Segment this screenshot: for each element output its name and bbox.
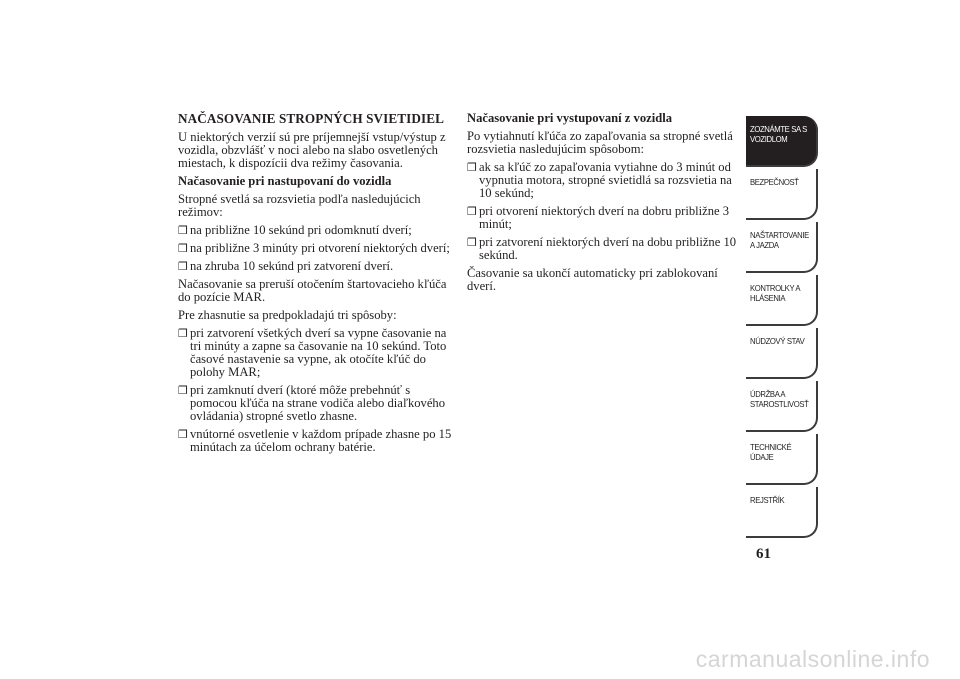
closing-paragraph: Časovanie sa ukončí automaticky pri zablokovaní dverí. [467,266,718,293]
tab-nastartovanie-a-jazda[interactable] [746,222,818,273]
checkbox-bullet-icon: ❒ [467,205,477,218]
tab-rejstrik[interactable] [746,487,818,538]
intro-paragraph: U niektorých verzií sú pre príjemnejší vstup/výstup z vozidla, obzvlášť v noci alebo na slabo osvetlených miestach, k dispozícii dva režimy časovania. [178,130,446,170]
tab-label: BEZPEČNOSŤ [750,177,799,187]
checkbox-bullet-icon: ❒ [178,260,188,273]
tab-label: ÚDRŽBA A STAROSTLIVOSŤ [750,389,809,409]
tab-nudzovy-stav[interactable] [746,328,818,379]
tab-label: NÚDZOVÝ STAV [750,336,805,346]
page-number: 61 [756,546,771,562]
tab-label: NAŠTARTOVANIE A JAZDA [750,230,809,250]
list-item: ❒ pri zamknutí dverí (ktoré môže prebehnúť s pomocou kľúča na strane vodiča alebo diaľkového ovládania) stropné svetlo zhasne. [178,383,446,423]
left-column [178,112,453,459]
tab-label: TECHNICKÉ ÚDAJE [750,442,792,462]
checkbox-bullet-icon: ❒ [467,161,477,174]
entry-subheading: Načasovanie pri nastupovaní do vozidla [178,174,392,188]
tab-label: ZOZNÁMTE SA S VOZIDLOM [750,124,807,144]
checkbox-bullet-icon: ❒ [178,224,188,237]
watermark: carmanualsonline.info [695,646,930,672]
list-item: ❒ pri zatvorení všetkých dverí sa vypne časovanie na tri minúty a zapne sa časovanie na 10 sekúnd. Toto časové nastavenie sa vypne, ak otočíte kľúč do polohy MAR; [178,326,447,379]
switch-off-paragraph: Pre zhasnutie sa predpokladajú tri spôsoby: [178,308,397,322]
right-column [467,112,737,298]
list-item: ❒ vnútorné osvetlenie v každom prípade zhasne po 15 minútach za účelom ochrany batérie. [178,427,452,454]
section-heading: NAČASOVANIE STROPNÝCH SVIETIDIEL [178,111,445,126]
checkbox-bullet-icon: ❒ [178,384,188,397]
entry-intro: Stropné svetlá sa rozsvietia podľa nasledujúcich režimov: [178,192,421,219]
tab-udrzba-a-starostlivost[interactable] [746,381,818,432]
exit-intro: Po vytiahnutí kľúča zo zapaľovania sa stropné svetlá rozsvietia nasledujúcim spôsobom: [467,129,733,156]
list-item: ❒ na približne 3 minúty pri otvorení niektorých dverí; [178,241,450,255]
list-item: ❒ na približne 10 sekúnd pri odomknutí dverí; [178,223,412,237]
list-item: ❒ ak sa kľúč zo zapaľovania vytiahne do 3 minút od vypnutia motora, stropné svietidlá sa rozsvietia na 10 sekúnd; [467,160,732,200]
list-item: ❒ pri otvorení niektorých dverí na dobru približne 3 minút; [467,204,730,231]
checkbox-bullet-icon: ❒ [178,428,188,441]
tab-kontrolky-a-hlasenia[interactable] [746,275,818,326]
list-item: ❒ pri zatvorení niektorých dverí na dobu približne 10 sekúnd. [467,235,737,262]
checkbox-bullet-icon: ❒ [178,242,188,255]
checkbox-bullet-icon: ❒ [178,327,188,340]
tab-technicke-udaje[interactable] [746,434,818,485]
tab-bezpecnost[interactable] [746,169,818,220]
tab-zoznamte-sa-s-vozidlom[interactable] [746,116,818,167]
checkbox-bullet-icon: ❒ [467,236,477,249]
chapter-tabs [746,116,818,540]
exit-subheading: Načasovanie pri vystupovaní z vozidla [467,111,673,125]
interrupt-paragraph: Načasovanie sa preruší otočením štartovacieho kľúča do pozície MAR. [178,277,447,304]
tab-label: KONTROLKY A HLÁSENIA [750,283,801,303]
tab-label: REJSTŘÍK [750,495,785,505]
list-item: ❒ na zhruba 10 sekúnd pri zatvorení dverí. [178,259,394,273]
